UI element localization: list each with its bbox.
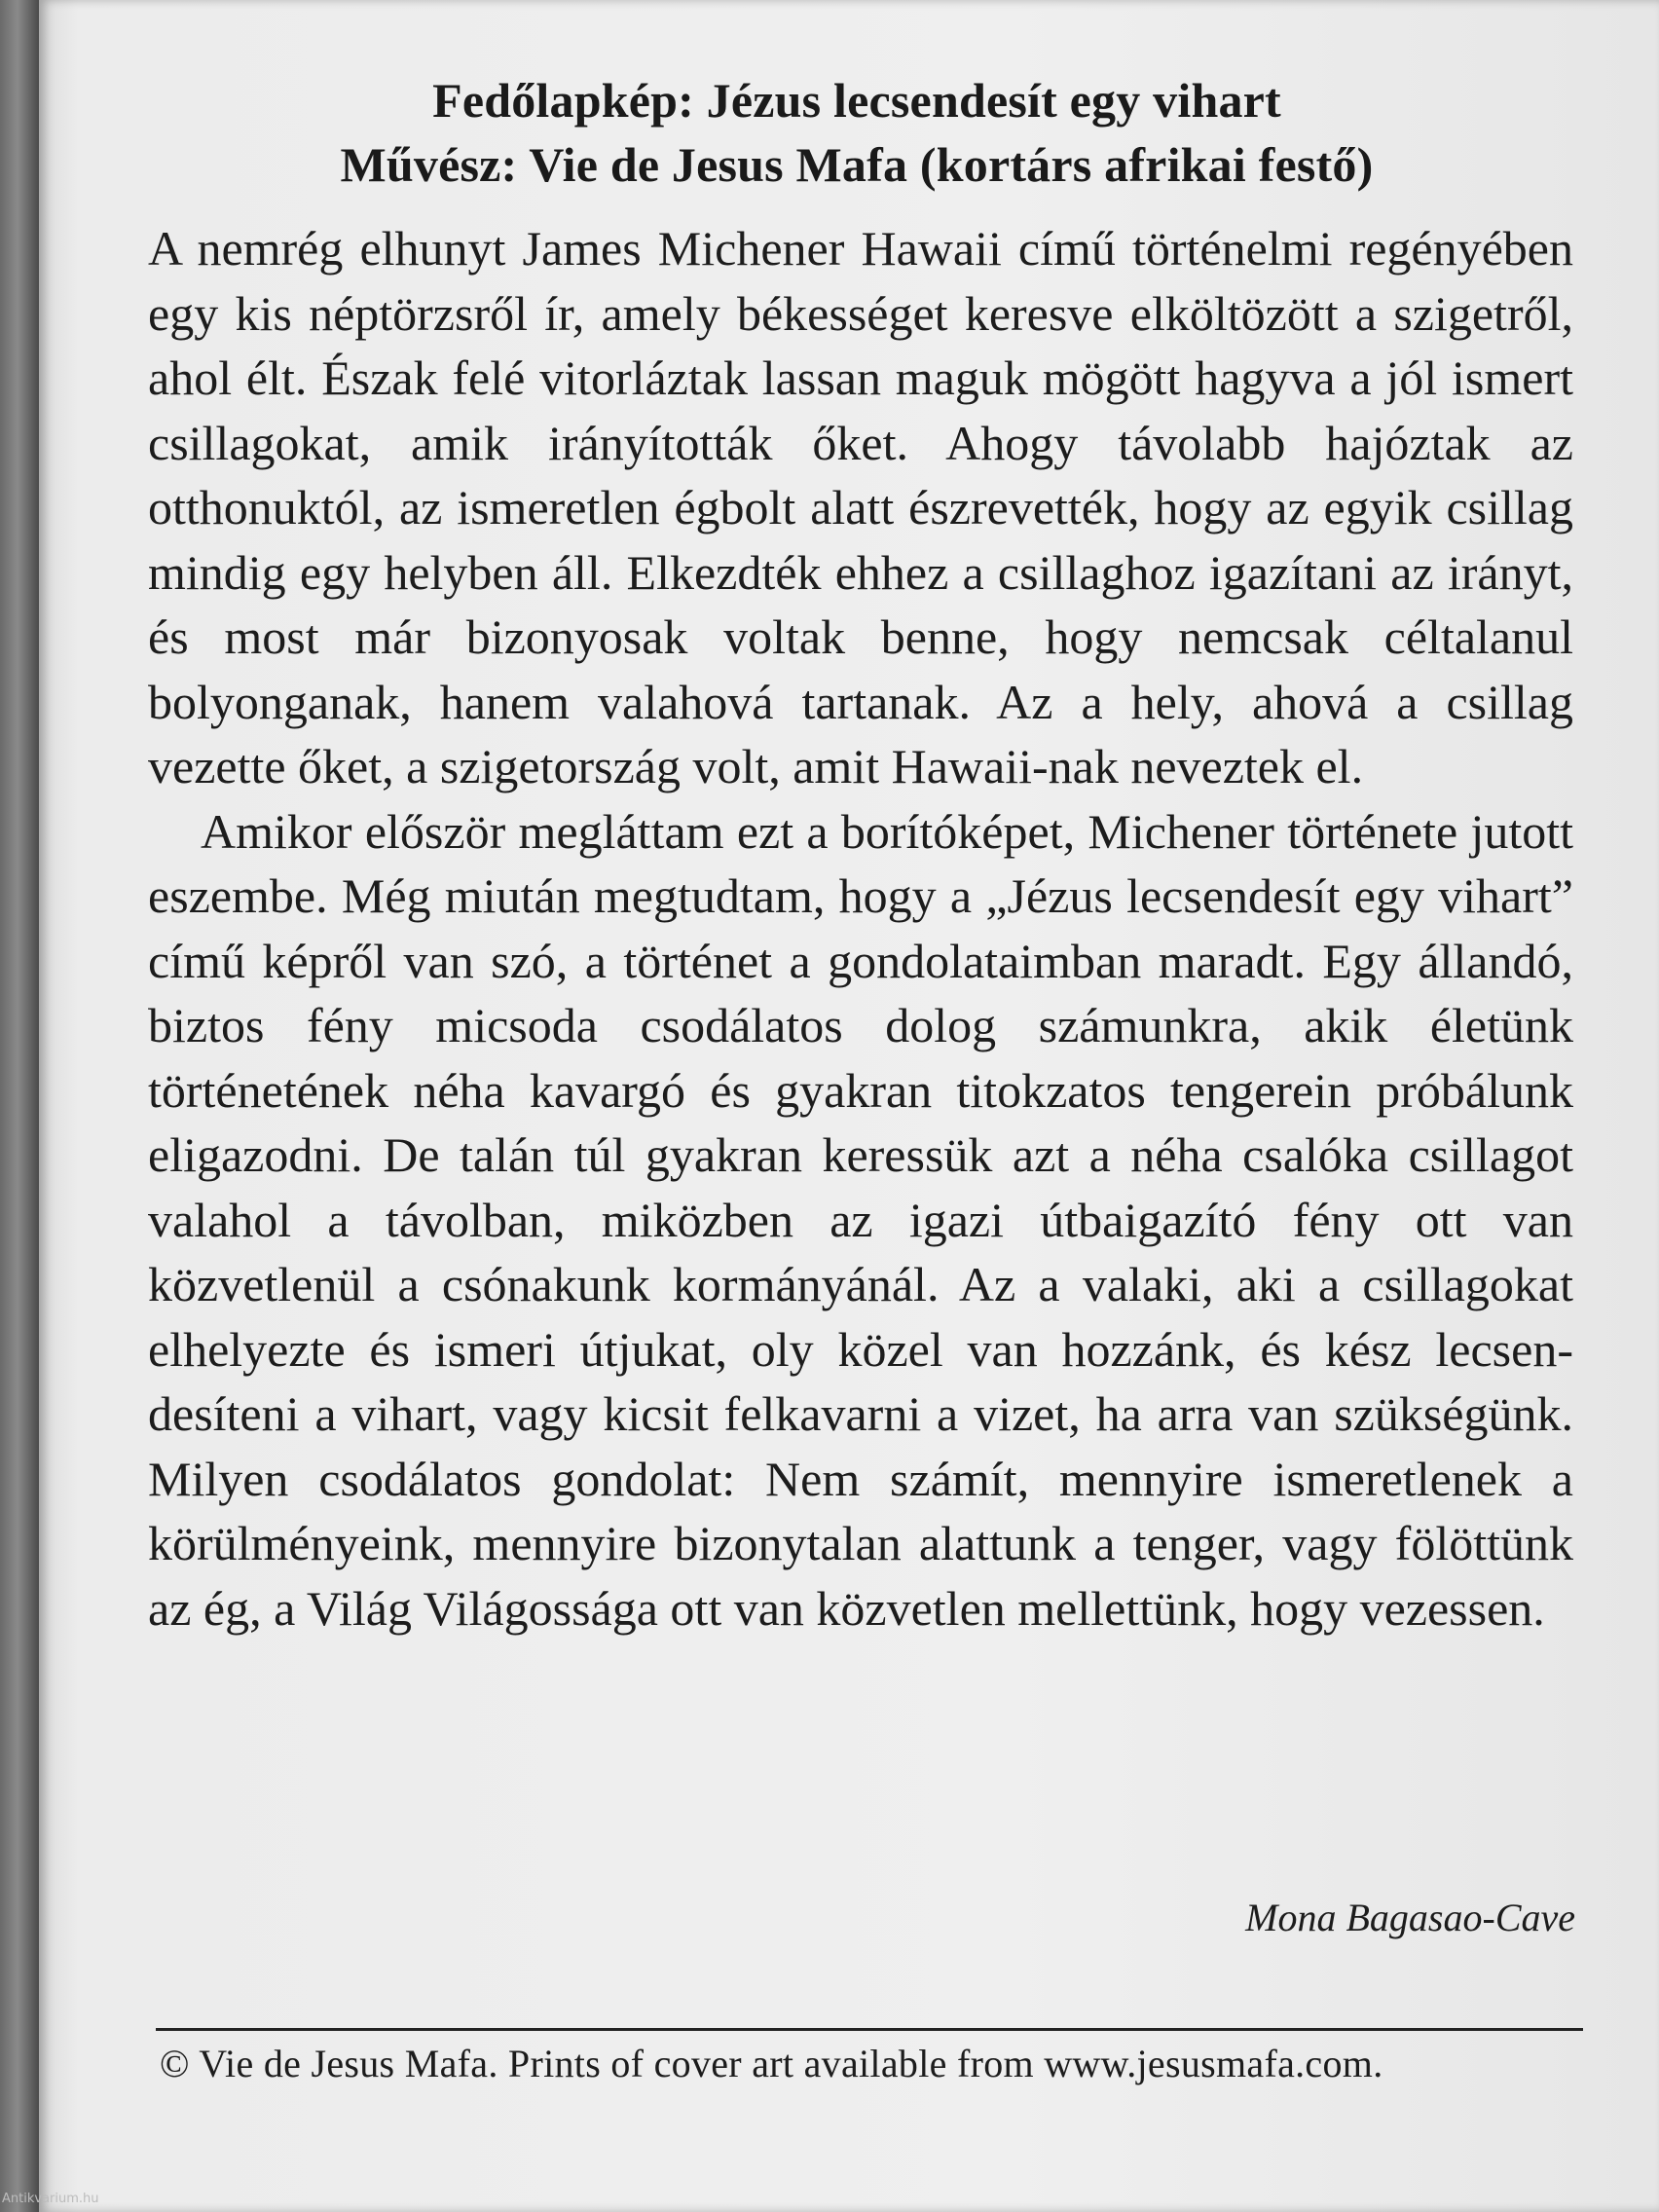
paragraph-1: A nemrég elhunyt James Michener Hawaii című történelmi regényében egy kis néptörzsről ír, amely békességet keresve elköltözött a szigetről, ahol élt. Észak felé vitorláztak lassan maguk mögött hagyva a jól ismert csillagokat, amik irányították őket. Ahogy távolabb hajóztak az otthonuktól, az ismeretlen égbolt alatt észrevették, hogy az egyik csillag mindig egy helyben áll. Elkezdték ehhez a csillaghoz igazítani az irányt, és most már bizonyosak voltak benne, hogy nemcsak céltalanul bolyonganak, hanem valahová tartanak. Az a hely, ahová a csillag vezette őket, a szigetország volt, amit Hawaii-nak neveztek el. [148,221,1573,793]
author-signature: Mona Bagasao-Cave [1245,1896,1575,1939]
page-heading [78,68,1636,197]
paragraph-2: Amikor először megláttam ezt a borítóképet, Michener története jutott eszembe. Még miután megtudtam, hogy a „Jézus lecsendesít egy vihart” című képről van szó, a történet a gondolataimban maradt. Egy állandó, biztos fény micsoda csodálatos dolog számunkra, akik életünk történetének néha kavargó és gyakran titokzatos tengerein próbálunk eligazodni. De talán túl gyakran keressük azt a néha csalóka csillagot valahol a távolban, miközben az igazi útbaigazító fény ott van közvetlenül a csónakunk kormányánál. Az a valaki, aki a csillagokat elhelyezte és ismeri útjukat, oly közel van hozzánk, és kész lecsendesíteni a vihart, vagy kicsit felkavarni a vizet, ha arra van szükségünk. Milyen csodálatos gondolat: Nem számít, mennyire ismeretlenek a körülményeink, mennyire bizonytalan alattunk a tenger, vagy fölöttünk az ég, a Világ Világossága ott van közvetlen mellettünk, hogy vezessen. [148,803,1573,1636]
artist-title: Művész: Vie de Jesus Mafa (kortárs afrikai festő) [340,137,1374,192]
cover-image-title: Fedőlapkép: Jézus lecsendesít egy vihart [432,73,1281,128]
footnote-divider [156,2028,1583,2031]
article-body [148,216,1573,1641]
copyright-note: © Vie de Jesus Mafa. Prints of cover art available from www.jesusmafa.com. [160,2042,1383,2085]
book-spine-edge [0,0,39,2212]
watermark: Antikvarium.hu [2,2192,99,2206]
